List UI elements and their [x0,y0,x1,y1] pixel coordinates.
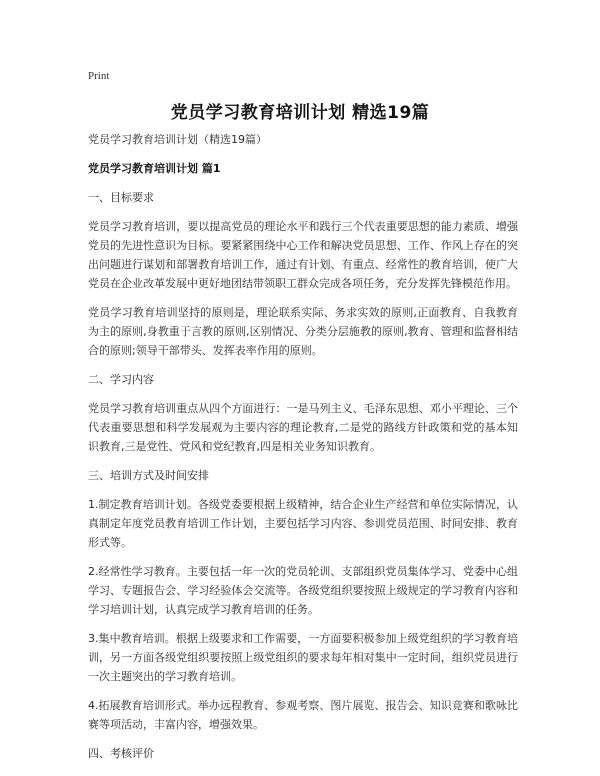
heading-methods: 三、培训方式及时间安排 [88,469,209,482]
paragraph-principles: 党员学习教育培训坚持的原则是，理论联系实际、务求实效的原则,正面教育、自我教育为主的原则,身教重于言教的原则,区别情况、分类分层施教的原则,教育、管理和监督相结合的原则;领导干部带头、发挥表率作用的原则。 [88,306,518,357]
section-title: 党员学习教育培训计划 篇1 [88,162,221,175]
paragraph-goals: 党员学习教育培训，要以提高党员的理论水平和践行三个代表重要思想的能力素质、增强党员的先进性意识为目标。要紧紧围绕中心工作和解决党员思想、工作、作风上存在的突出问题进行谋划和部署教育培训工作，通过有计划、有重点、经常性的教育培训，使广大党员在企业改革发展中更好地团结带领职工群众完成各项任务，充分发挥先锋模范作用。 [88,220,518,290]
paragraph-method-2: 2.经常性学习教育。主要包括一年一次的党员轮训、支部组织党员集体学习、党委中心组学习、专题报告会、学习经验体会交流等。各级党组织要按照上级规定的学习教育内容和学习培训计划，认真完成学习教育培训的任务。 [88,565,518,616]
document-body [88,130,518,773]
heading-evaluation: 四、考核评价 [88,747,154,760]
paragraph-method-1: 1.制定教育培训计划。各级党委要根据上级精神，结合企业生产经营和单位实际情况，认真制定年度党员教育培训工作计划，主要包括学习内容、参训党员范围、时间安排、教育形式等。 [88,498,518,549]
print-label: Print [88,70,110,82]
document-title: 党员学习教育培训计划 精选19篇 [170,103,430,123]
paragraph-content: 党员学习教育培训重点从四个方面进行：一是马列主义、毛泽东思想、邓小平理论、三个代表重要思想和科学发展观为主要内容的理论教育,二是党的路线方针政策和党的基本知识教育,三是党性、党风和党纪教育,四是相关业务知识教育。 [88,402,518,453]
heading-goals: 一、目标要求 [88,191,154,204]
paragraph-method-3: 3.集中教育培训。根据上级要求和工作需要，一方面要积极参加上级党组织的学习教育培训，另一方面各级党组织要按照上级党组织的要求每年相对集中一定时间，组织党员进行一次主题突出的学习教育培训。 [88,632,518,683]
document-subtitle: 党员学习教育培训计划（精选19篇） [88,133,267,146]
heading-content: 二、学习内容 [88,373,154,386]
paragraph-method-4: 4.拓展教育培训形式。举办远程教育、参观考察、图片展览、报告会、知识竞赛和歌咏比赛等项活动，丰富内容，增强效果。 [88,699,518,731]
